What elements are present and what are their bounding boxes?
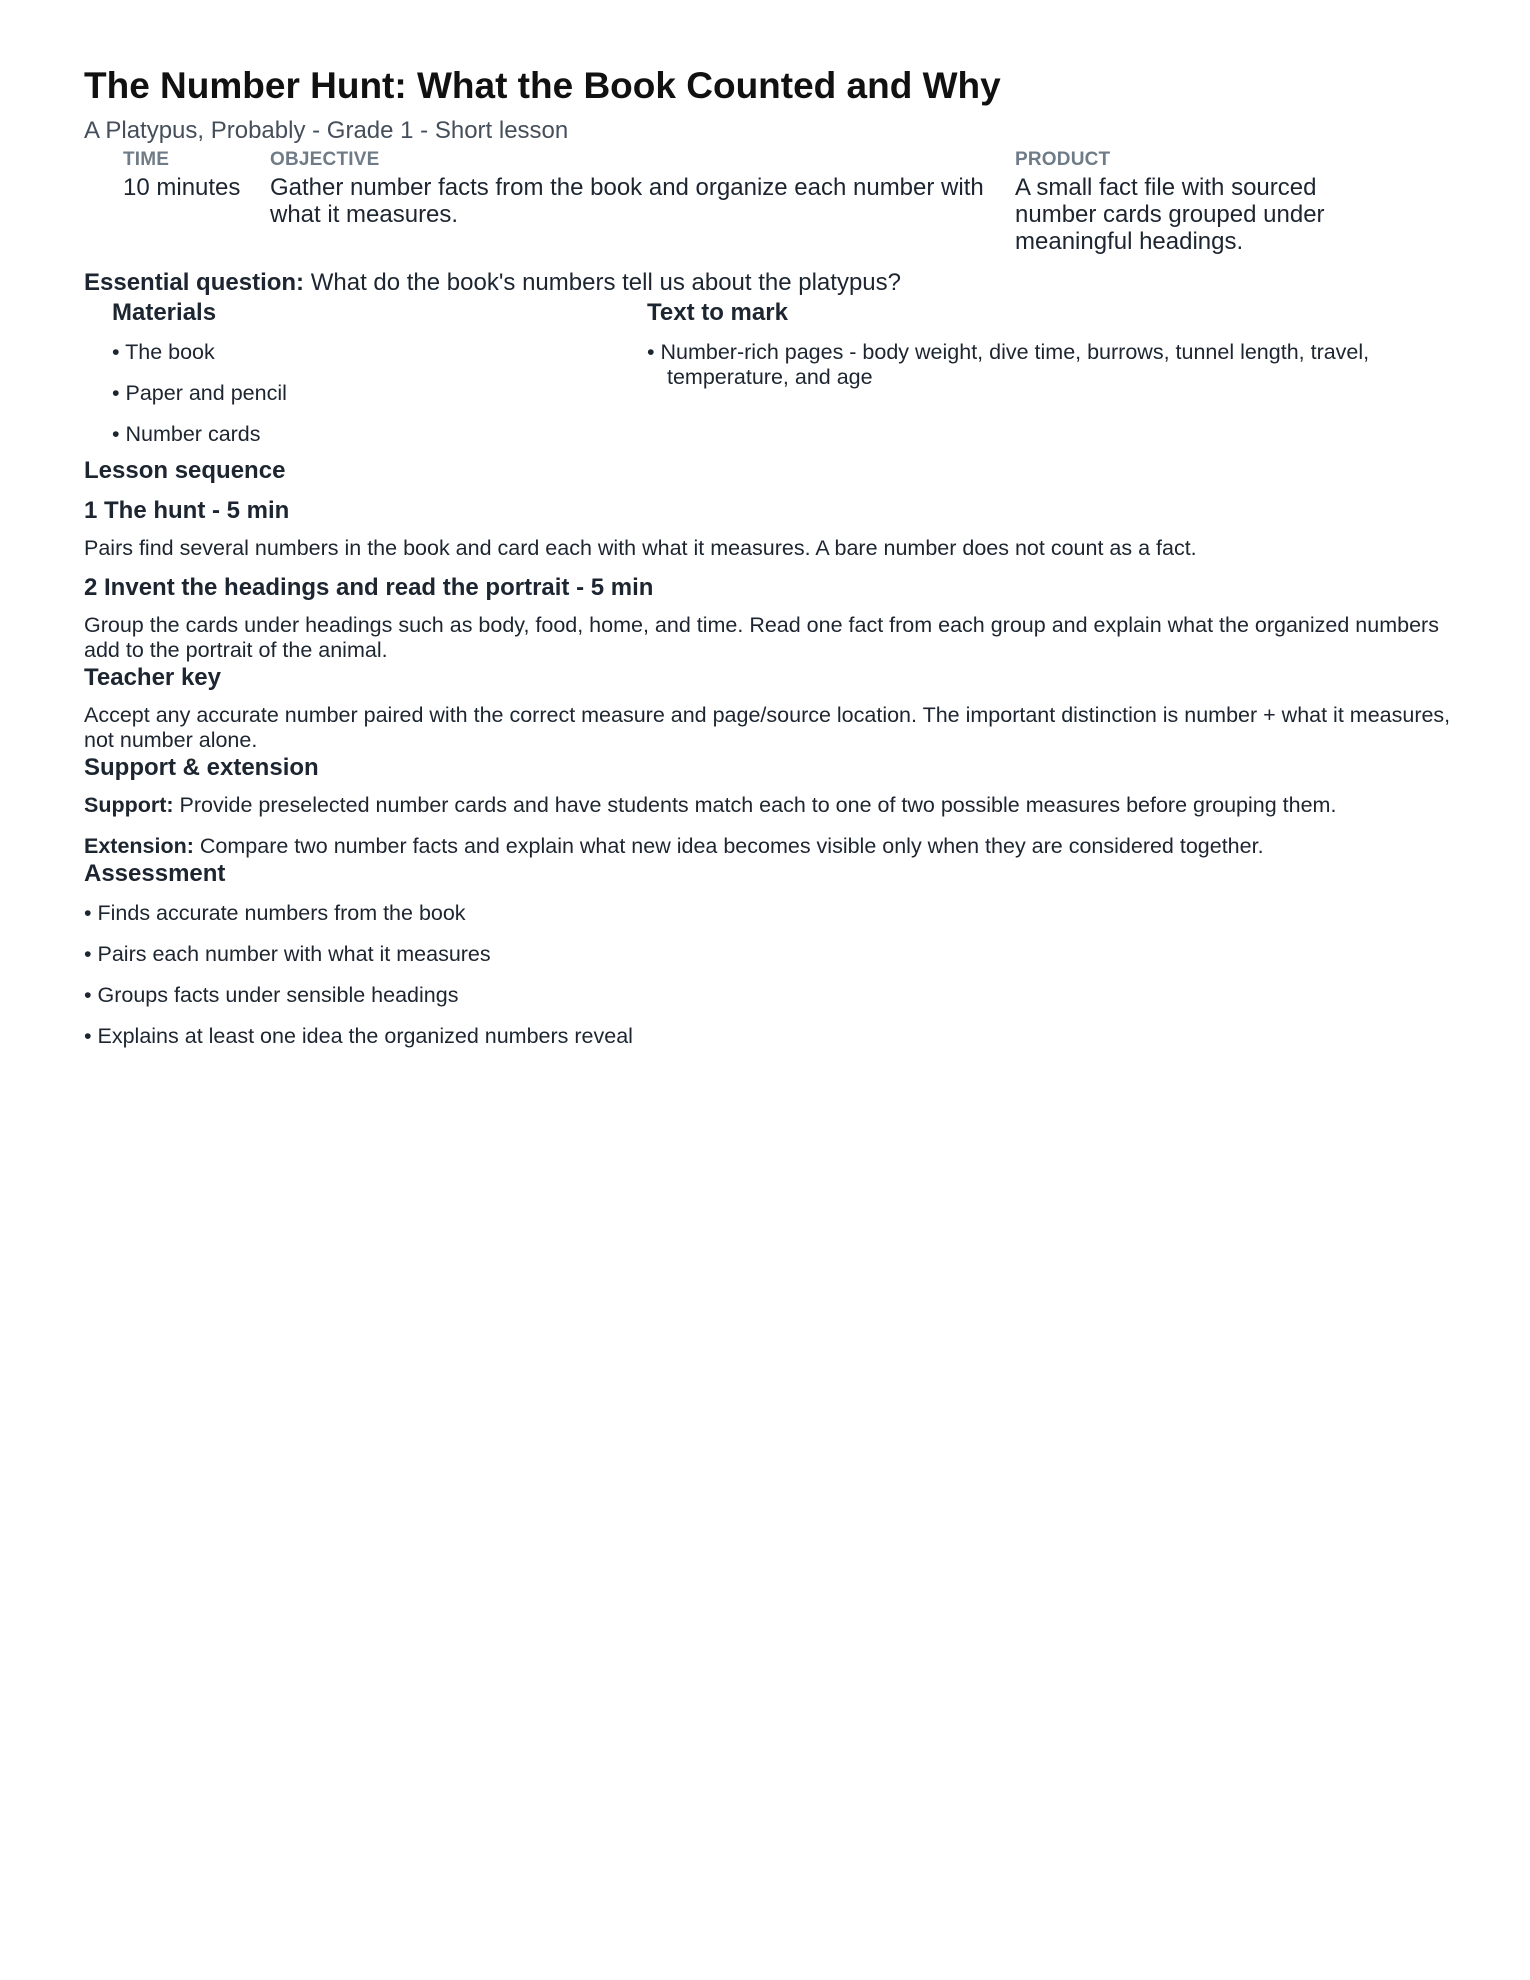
- product-label: PRODUCT: [1015, 149, 1111, 170]
- list-item: • The book: [112, 340, 215, 364]
- materials-section: [112, 298, 632, 447]
- time-value: 10 minutes: [123, 174, 241, 201]
- product-value: A small fact file with sourced number cards grouped under meaningful headings.: [1015, 174, 1325, 255]
- list-item: • Groups facts under sensible headings: [84, 983, 459, 1007]
- text-to-mark-list: [647, 340, 1407, 390]
- time-label: TIME: [123, 149, 170, 170]
- step-1-text: Pairs find several numbers in the book and card each with what it measures. A bare number does not count as a fact.: [84, 536, 1197, 560]
- teacher-key-text: Accept any accurate number paired with the correct measure and page/source location. The important distinction is number + what it measures, not number alone.: [84, 703, 1451, 752]
- list-item: • Pairs each number with what it measures: [84, 942, 491, 966]
- extension-text: Compare two number facts and explain what new idea becomes visible only when they are considered together.: [193, 834, 1264, 858]
- list-item: • Number-rich pages - body weight, dive time, burrows, tunnel length, travel, temperature, and age: [647, 340, 1370, 389]
- list-item: • Explains at least one idea the organized numbers reveal: [84, 1024, 633, 1048]
- text-to-mark-section: [647, 298, 1407, 390]
- step-2-title: 2 Invent the headings and read the portrait - 5 min: [84, 574, 654, 601]
- support-label: Support:: [84, 793, 174, 817]
- assessment-list: [84, 901, 1454, 1049]
- teacher-key-heading: Teacher key: [84, 664, 221, 691]
- page-title: The Number Hunt: What the Book Counted and Why: [84, 65, 1001, 106]
- meta-product: [1015, 148, 1375, 255]
- essential-question-text: What do the book's numbers tell us about the platypus?: [304, 269, 901, 296]
- extension-paragraph: [84, 834, 1454, 859]
- meta-objective: [270, 148, 1010, 228]
- essential-question-label: Essential question:: [84, 269, 305, 296]
- lesson-plan-page: [84, 62, 1454, 1049]
- step-1-title: 1 The hunt - 5 min: [84, 497, 290, 524]
- lesson-sequence-heading: Lesson sequence: [84, 457, 286, 484]
- support-extension-heading: Support & extension: [84, 754, 319, 781]
- assessment-heading: Assessment: [84, 860, 226, 887]
- meta-time: [123, 148, 263, 201]
- support-paragraph: [84, 793, 1454, 818]
- list-item: • Finds accurate numbers from the book: [84, 901, 466, 925]
- page-subtitle: A Platypus, Probably - Grade 1 - Short lesson: [84, 117, 569, 144]
- materials-and-text: [84, 298, 1454, 456]
- materials-heading: Materials: [112, 299, 217, 326]
- text-to-mark-heading: Text to mark: [647, 299, 788, 326]
- step-2-text: Group the cards under headings such as body, food, home, and time. Read one fact from each group and explain what the organized numbers add to the portrait of the animal.: [84, 613, 1439, 662]
- support-text: Provide preselected number cards and have students match each to one of two possible measures before grouping them.: [173, 793, 1337, 817]
- materials-list: [112, 340, 632, 447]
- objective-value: Gather number facts from the book and organize each number with what it measures.: [270, 174, 984, 228]
- objective-label: OBJECTIVE: [270, 149, 380, 170]
- lesson-meta: [84, 148, 1454, 264]
- list-item: • Number cards: [112, 422, 261, 446]
- extension-label: Extension:: [84, 834, 194, 858]
- list-item: • Paper and pencil: [112, 381, 287, 405]
- essential-question: [84, 268, 1454, 298]
